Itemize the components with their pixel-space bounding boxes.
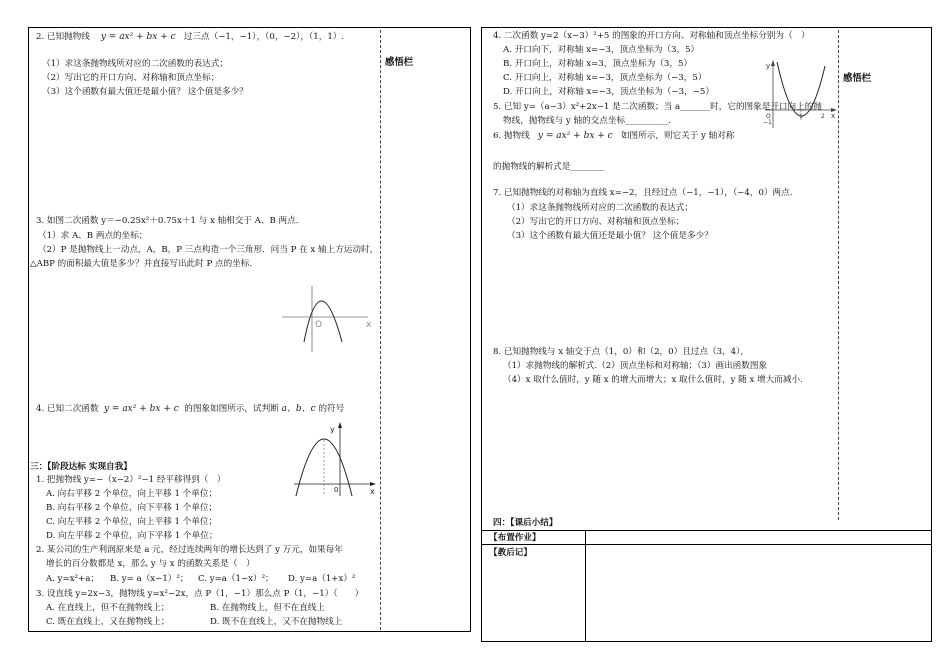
- right-q7-item-2: （2）写出它的开口方向、对称轴和顶点坐标；: [507, 217, 685, 227]
- right-graph-origin-label: O: [766, 113, 771, 120]
- right-graph-tick-2: 2: [821, 113, 825, 120]
- right-q7-item-3: （3）这个函数有最大值还是最小值？ 这个值是多少？: [507, 231, 713, 241]
- left-q3-x-label: x: [366, 320, 372, 330]
- right-graph-x-label: x: [831, 112, 836, 120]
- right-q6-line-2: 的抛物线的解析式是________: [493, 162, 605, 172]
- right-graph-y-label: y: [766, 62, 771, 70]
- left-q4-y-label: y: [330, 425, 335, 434]
- s3-q3-option-b: B. 在抛物线上，但不在直线上: [210, 603, 325, 613]
- left-side-label: 感悟栏: [385, 57, 414, 68]
- left-frame-top: [28, 27, 470, 28]
- left-frame-bottom: [28, 631, 470, 632]
- left-q3-title: 3. 如图二次函数 y＝−0.25x²＋0.75x＋1 与 x 轴相交于 A、B 两点.: [36, 216, 299, 226]
- right-q4-option-b: B. 开口向上，对称轴 x=3，顶点坐标为（3，5）: [503, 59, 693, 69]
- left-q4-vars: a、b、c: [281, 404, 316, 414]
- s3-q2-option-b: B. y= a（x−1）²；: [110, 574, 189, 584]
- reflection-label: 【教后记】: [489, 548, 532, 558]
- right-q8-line-2: （1）求抛物线的解析式.（2）顶点坐标和对称轴；（3）画出函数图象: [503, 361, 768, 371]
- table-col-divider: [585, 530, 586, 641]
- right-q4-option-c: C. 开口向上，对称轴 x=−3，顶点坐标为（−3，5）: [503, 73, 707, 83]
- left-q3-line-1: （1）求 A、B 两点的坐标；: [38, 231, 148, 241]
- left-frame-right: [470, 27, 471, 632]
- table-line-mid: [481, 544, 932, 545]
- s3-q3-title: 3. 设直线 y=2x−3，抛物线 y=x²−2x，点 P（1，−1）那么点 P（1，−1）（ ）: [36, 589, 364, 599]
- right-q4-title: 4. 二次函数 y=2（x−3）²+5 的图象的开口方向、对称轴和顶点坐标分别为（ ）: [493, 31, 810, 41]
- left-q4-x-label: x: [370, 487, 375, 496]
- left-column-divider: [380, 30, 381, 630]
- s3-q2-title: 2. 某公司的生产利润原来是 a 元，经过连续两年的增长达到了 y 万元，如果每年: [36, 545, 343, 555]
- left-q3-line-2: （2）P 是抛物线上一动点，A，B，P 三点构造一个三角形．问当 P 在 x 轴上方运动时，: [38, 245, 379, 255]
- left-q3-origin-label: O: [315, 320, 323, 330]
- right-q4-option-d: D. 开口向上，对称轴 x=−3，顶点坐标为（−3，−5）: [503, 87, 714, 97]
- right-frame-bottom: [481, 641, 932, 642]
- right-q7-title: 7. 已知抛物线的对称轴为直线 x=−2，且经过点（−1，−1），（−4，0）两点.: [493, 188, 793, 198]
- left-q2-item-2: （2）写出它的开口方向、对称轴和顶点坐标；: [42, 73, 220, 83]
- right-frame-top: [481, 27, 932, 28]
- s3-q2-option-c: C. y=a（1−x）²；: [198, 574, 274, 584]
- right-side-label: 感悟栏: [843, 73, 872, 84]
- right-q6-title: 6. 抛物线 y = ax² + bx + c 如图所示，则它关于 y 轴对称: [493, 131, 735, 141]
- s3-q1-option-c: C. 向左平移 2 个单位，向上平移 1 个单位；: [46, 517, 218, 527]
- left-q2-item-1: （1）求这条抛物线所对应的二次函数的表达式；: [42, 59, 228, 69]
- left-q2-title: 2. 已知抛物线 y = ax² + bx + c 过三点（−1，−1），（0，−2），（1，1）.: [36, 32, 345, 42]
- right-graph-tick-1: 1: [799, 113, 803, 120]
- s3-q2-title-2: 增长的百分数都是 x，那么 y 与 x 的函数关系是（ ）: [46, 559, 255, 569]
- left-frame-left: [28, 27, 29, 632]
- s3-q1-option-d: D. 向左平移 2 个单位，向下平移 1 个单位；: [46, 531, 218, 541]
- section-3-heading: 三：【阶段达标 实现自我】: [30, 462, 132, 472]
- s3-q1-option-a: A. 向右平移 2 个单位，向上平移 1 个单位；: [46, 489, 218, 499]
- right-frame-left: [481, 27, 482, 642]
- right-q8-line-3: （4）x 取什么值时，y 随 x 的增大而增大；x 取什么值时，y 随 x 增大而减小.: [503, 375, 803, 385]
- right-q6-graph: [763, 58, 839, 130]
- s3-q3-option-a: A. 在直线上，但不在抛物线上；: [46, 603, 170, 613]
- right-graph-tick-neg: −1: [763, 119, 772, 126]
- s3-q2-option-d: D. y=a（1+x）²: [288, 574, 356, 584]
- left-q3-line-3: △ABP 的面积最大值是多少？并直接写出此时 P 点的坐标.: [30, 259, 253, 269]
- left-q3-graph: [280, 280, 375, 355]
- right-q4-option-a: A. 开口向下，对称轴 x=−3，顶点坐标为（3，5）: [503, 45, 700, 55]
- s3-q1-option-b: B. 向右平移 2 个单位，向下平移 1 个单位；: [46, 503, 218, 513]
- left-q2-formula: y = ax² + bx + c: [100, 32, 176, 42]
- left-q4-origin-label: 0: [334, 486, 339, 494]
- s3-q2-option-a: A. y=x²+a；: [46, 574, 99, 584]
- right-q6-formula: y = ax² + bx + c: [537, 131, 613, 141]
- left-q4-formula: y = ax² + bx + c: [103, 404, 179, 414]
- table-line-top: [481, 530, 932, 531]
- left-q4-title: 4. 已知二次函数 y = ax² + bx + c 的图象如图所示，试判断 a、b、c 的符号: [36, 404, 345, 414]
- right-q5-line-2: 物线，抛物线与 y 轴的交点坐标__________.: [503, 116, 671, 126]
- s3-q3-option-c: C. 既在直线上，又在抛物线上；: [46, 617, 170, 627]
- right-q5-line-1: 5. 已知 y=（a−3）x²+2x−1 是二次函数；当 a_______时，它的图象是开口向上的抛: [493, 102, 822, 112]
- right-q8-title: 8. 已知抛物线与 x 轴交于点（1，0）和（2，0）且过点（3，4），: [493, 347, 749, 357]
- right-q7-item-1: （1）求这条抛物线所对应的二次函数的表达式；: [507, 203, 693, 213]
- homework-label: 【布置作业】: [489, 533, 541, 543]
- s3-q1-title: 1. 把抛物线 y=−（x−2）²−1 经平移得到（ ）: [36, 475, 226, 485]
- s3-q3-option-d: D. 既不在直线上，又不在抛物线上: [210, 617, 343, 627]
- section-4-heading: 四：【课后小结】: [493, 518, 558, 528]
- right-frame-right: [931, 27, 932, 642]
- left-q2-item-3: （3）这个函数有最大值还是最小值？ 这个值是多少？: [42, 87, 248, 97]
- left-q4-graph: [290, 420, 380, 500]
